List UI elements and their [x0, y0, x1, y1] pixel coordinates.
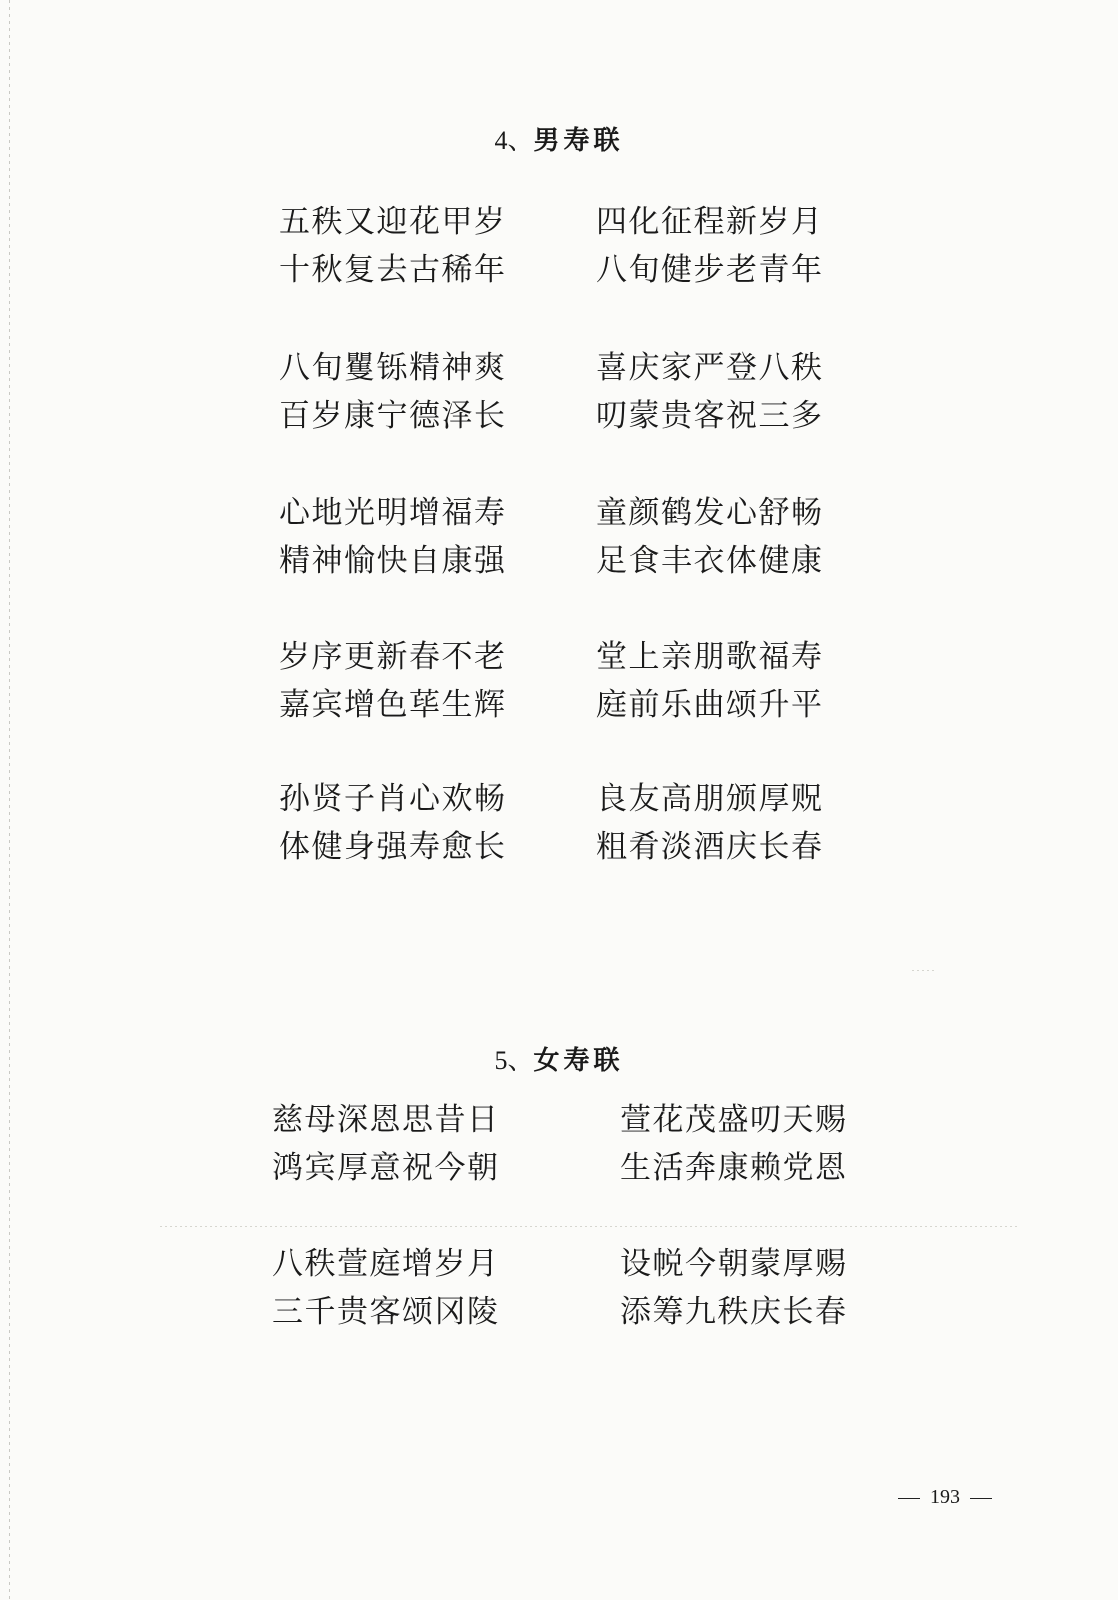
couplet-line: 良友高朋颁厚贶 [596, 781, 824, 817]
couplet [596, 198, 824, 294]
couplet [279, 344, 507, 440]
couplet-line: 八旬健步老青年 [596, 252, 824, 288]
couplet-line: 设帨今朝蒙厚赐 [620, 1246, 848, 1282]
couplet-line: 五秩又迎花甲岁 [279, 204, 507, 240]
em-dash [898, 1498, 920, 1499]
couplet-line: 生活奔康赖党恩 [620, 1150, 848, 1186]
couplet-line: 堂上亲朋歌福寿 [596, 639, 824, 675]
couplet [596, 344, 824, 440]
page-number [888, 1486, 1002, 1509]
couplet [279, 775, 507, 871]
couplet-line: 嘉宾增色荜生辉 [279, 687, 507, 723]
scan-edge [9, 0, 10, 1600]
couplet [272, 1096, 500, 1192]
couplet-line: 庭前乐曲颂升平 [596, 687, 824, 723]
couplet-line: 鸿宾厚意祝今朝 [272, 1150, 500, 1186]
couplet-line: 萱花茂盛叨天赐 [620, 1102, 848, 1138]
couplet [279, 489, 507, 585]
couplet [596, 775, 824, 871]
page-number-value: 193 [930, 1486, 960, 1508]
couplet-line: 八秩萱庭增岁月 [272, 1246, 500, 1282]
couplet-line: 百岁康宁德泽长 [279, 398, 507, 434]
couplet-line: 岁序更新春不老 [279, 639, 507, 675]
couplet-line: 慈母深恩思昔日 [272, 1102, 500, 1138]
couplet-line: 四化征程新岁月 [596, 204, 824, 240]
couplet [596, 489, 824, 585]
couplet-line: 体健身强寿愈长 [279, 829, 507, 865]
section-title: 男寿联 [533, 126, 624, 156]
section-heading-female [0, 1040, 1118, 1077]
couplet [596, 633, 824, 729]
couplet-line: 喜庆家严登八秩 [596, 350, 824, 386]
couplet-line: 十秋复去古稀年 [279, 252, 507, 288]
couplet-line: 足食丰衣体健康 [596, 543, 824, 579]
couplet-line: 粗肴淡酒庆长春 [596, 829, 824, 865]
couplet [279, 633, 507, 729]
section-heading-male [0, 120, 1118, 157]
couplet-line: 八旬矍铄精神爽 [279, 350, 507, 386]
section-number: 4、 [494, 126, 534, 155]
couplet-line: 叨蒙贵客祝三多 [596, 398, 824, 434]
section-title: 女寿联 [533, 1046, 624, 1076]
couplet-line: 三千贵客颂冈陵 [272, 1294, 500, 1330]
couplet [279, 198, 507, 294]
couplet [620, 1240, 848, 1336]
couplet-line: 孙贤子肖心欢畅 [279, 781, 507, 817]
scan-fold-line [160, 1226, 1020, 1227]
couplet [272, 1240, 500, 1336]
couplet-line: 添筹九秩庆长春 [620, 1294, 848, 1330]
em-dash [970, 1498, 992, 1499]
couplet-line: 精神愉快自康强 [279, 543, 507, 579]
section-number: 5、 [494, 1046, 534, 1075]
couplet [620, 1096, 848, 1192]
couplet-line: 心地光明增福寿 [279, 495, 507, 531]
scan-mark [912, 970, 934, 971]
couplet-line: 童颜鹤发心舒畅 [596, 495, 824, 531]
